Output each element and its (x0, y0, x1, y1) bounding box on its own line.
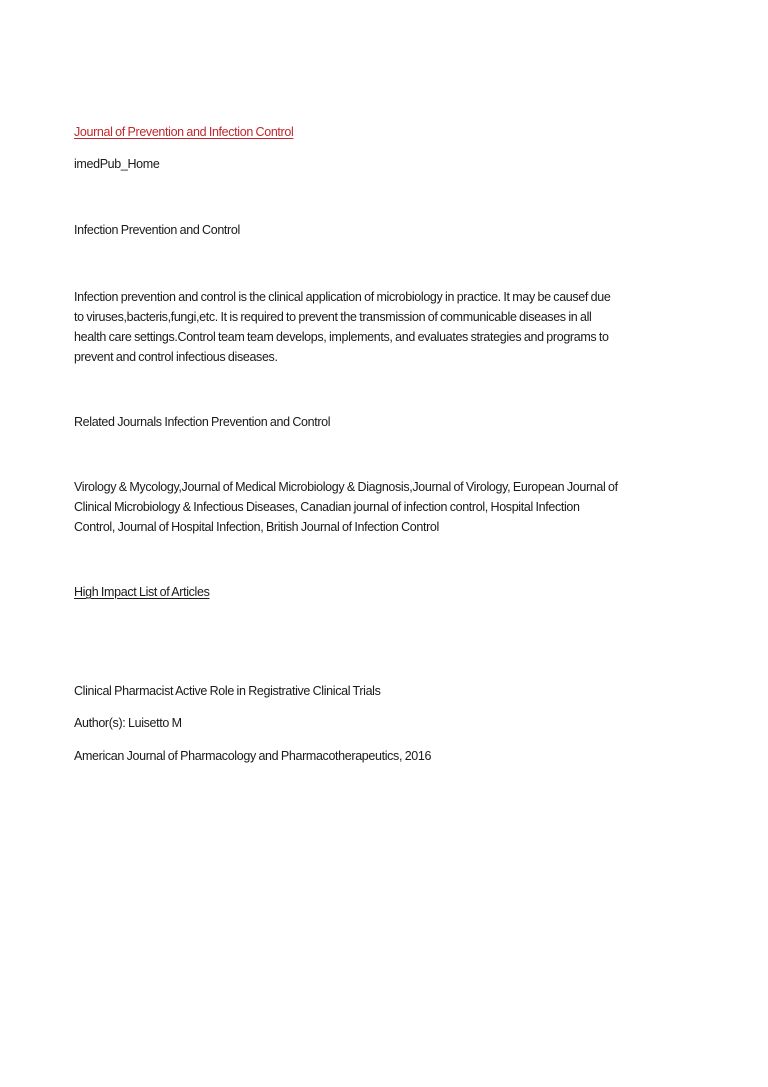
description-line: health care settings.Control team team develops, implements, and evaluates strategies and programs to (74, 330, 609, 344)
related-journals-list (74, 477, 694, 537)
home-link-text: imedPub_Home (74, 157, 160, 171)
related-journals-line: Clinical Microbiology & Infectious Diseases, Canadian journal of infection control, Hospital Infection (74, 500, 580, 514)
description-line: Infection prevention and control is the clinical application of microbiology in practice. It may be causef due (74, 290, 611, 304)
related-journals-heading: Related Journals Infection Prevention and Control (74, 415, 331, 429)
high-impact-articles-link[interactable]: High Impact List of Articles (74, 585, 210, 599)
journal-link[interactable]: Journal of Prevention and Infection Control (74, 125, 294, 139)
description-line: prevent and control infectious diseases. (74, 350, 278, 364)
related-journals-line: Virology & Mycology,Journal of Medical Microbiology & Diagnosis,Journal of Virology, European Journal of (74, 480, 618, 494)
related-journals-line: Control, Journal of Hospital Infection, British Journal of Infection Control (74, 520, 439, 534)
section-heading: Infection Prevention and Control (74, 223, 240, 237)
description-line: to viruses,bacteris,fungi,etc. It is required to prevent the transmission of communicable diseases in all (74, 310, 592, 324)
article-authors: Author(s): Luisetto M (74, 716, 182, 730)
description-paragraph (74, 287, 694, 367)
article-citation: American Journal of Pharmacology and Pharmacotherapeutics, 2016 (74, 749, 432, 763)
article-title: Clinical Pharmacist Active Role in Registrative Clinical Trials (74, 684, 381, 698)
